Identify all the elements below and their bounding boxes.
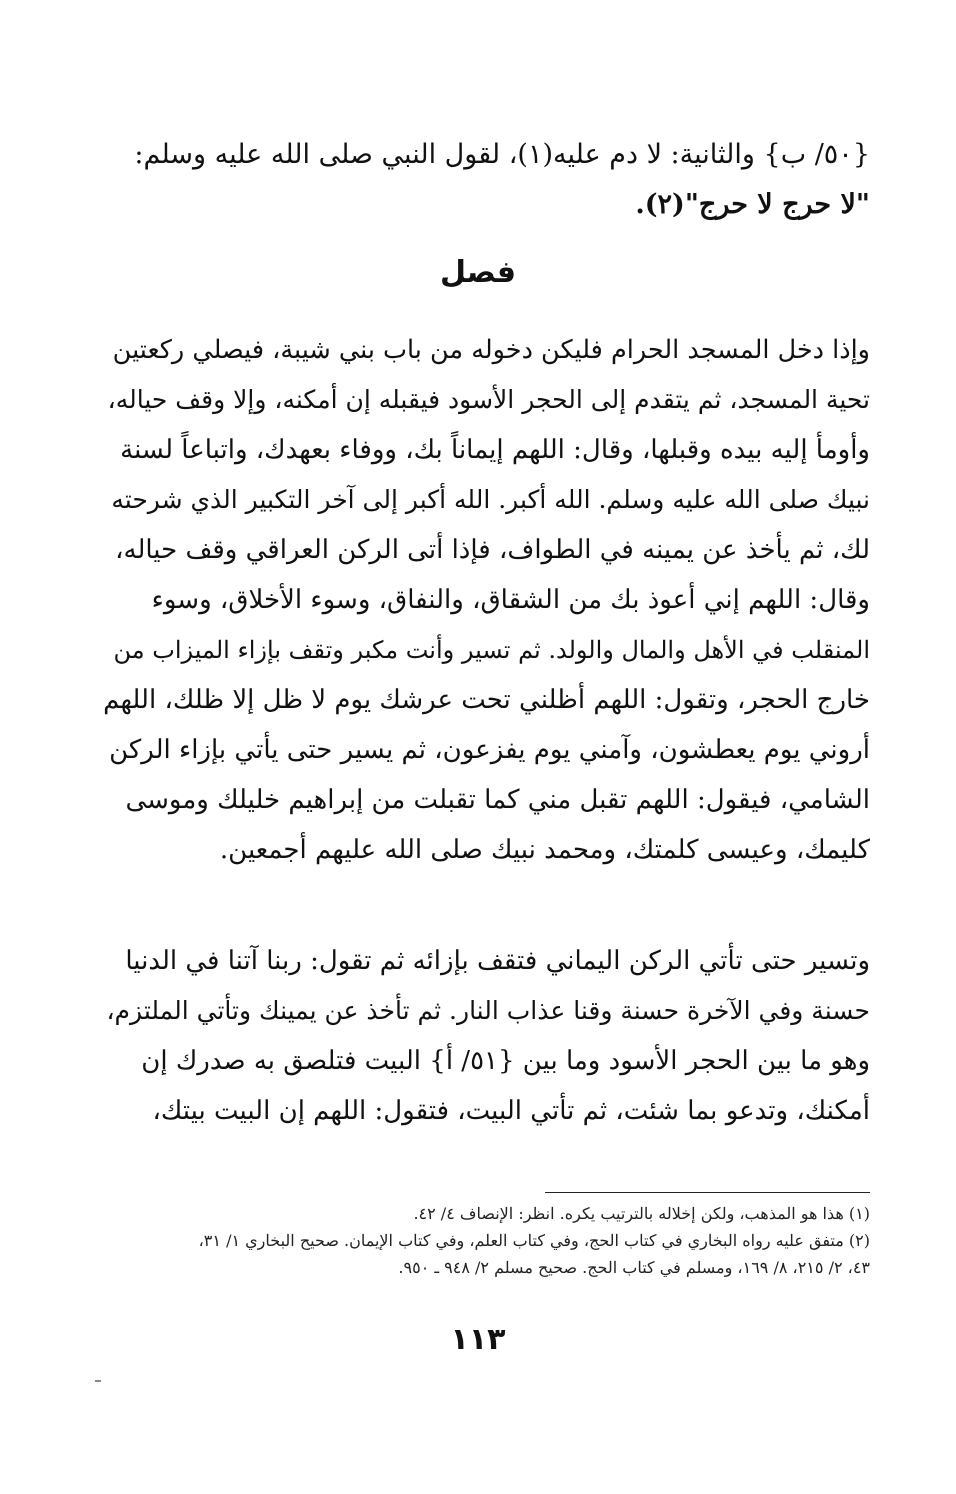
paragraph-2-line: أمكنك، وتدعو بما شئت، ثم تأتي البيت، فتقول: اللهم إن البيت بيتك،: [152, 1096, 870, 1126]
paragraph-1: [100, 325, 870, 875]
scan-speck: [95, 1380, 101, 1382]
footnote-2-continuation: ٤٣، ٢/ ٢١٥، ٨/ ١٦٩، ومسلم في كتاب الحج. صحيح مسلم ٢/ ٩٤٨ ـ ٩٥٠.: [398, 1258, 870, 1277]
paragraph-1-line: وأومأ إليه بيده وقبلها، وقال: اللهم إيماناً بك، ووفاء بعهدك، واتباعاً لسنة: [120, 435, 870, 465]
section-heading: فصل: [440, 255, 516, 290]
paragraph-1-line: الشامي، فيقول: اللهم تقبل مني كما تقبلت من إبراهيم خليلك وموسى: [125, 785, 870, 815]
paragraph-1-line: كليمك، وعيسى كلمتك، ومحمد نبيك صلى الله عليهم أجمعين.: [219, 835, 870, 865]
paragraph-1-line: تحية المسجد، ثم يتقدم إلى الحجر الأسود فيقبله إن أمكنه، وإلا وقف حياله،: [107, 385, 870, 414]
footnote-divider: [545, 1192, 870, 1193]
paragraph-1-line: لك، ثم يأخذ عن يمينه في الطواف، فإذا أتى الركن العراقي وقف حياله،: [115, 535, 870, 565]
opening-text: [100, 130, 870, 230]
footnote-2: (٢) متفق عليه رواه البخاري في كتاب الحج، وفي كتاب العلم، وفي كتاب الإيمان. صحيح البخاري ١/ ٣١،: [198, 1231, 870, 1250]
paragraph-2-line: وتسير حتى تأتي الركن اليماني فتقف بإزائه ثم تقول: ربنا آتنا في الدنيا: [125, 946, 870, 976]
paragraph-2-line: حسنة وفي الآخرة حسنة وقنا عذاب النار. ثم تأخذ عن يمينك وتأتي الملتزم،: [106, 996, 870, 1025]
opening-line-1: {٥٠/ ب} والثانية: لا دم عليه(١)، لقول النبي صلى الله عليه وسلم:: [134, 139, 870, 170]
paragraph-1-line: خارج الحجر، وتقول: اللهم أظلني تحت عرشك يوم لا ظل إلا ظلك، اللهم: [103, 685, 870, 715]
opening-line-2: "لا حرج لا حرج"(٢).: [635, 189, 870, 220]
footnotes: [100, 1200, 870, 1281]
footnote-1: (١) هذا هو المذهب، ولكن إخلاله بالترتيب يكره. انظر: الإنصاف ٤/ ٤٢.: [413, 1204, 870, 1223]
paragraph-2: [100, 936, 870, 1136]
paragraph-1-line: أروني يوم يعطشون، وآمني يوم يفزعون، ثم يسير حتى يأتي بإزاء الركن: [109, 735, 870, 765]
paragraph-1-line: وقال: اللهم إني أعوذ بك من الشقاق، والنفاق، وسوء الأخلاق، وسوء: [151, 585, 870, 615]
page-number: ١١٣: [450, 1322, 506, 1357]
paragraph-1-line: المنقلب في الأهل والمال والولد. ثم تسير وأنت مكبر وتقف بإزاء الميزاب من: [113, 636, 870, 664]
paragraph-2-line: وهو ما بين الحجر الأسود وما بين {٥١/ أ} البيت فتلصق به صدرك إن: [141, 1046, 870, 1076]
paragraph-1-line: نبيك صلى الله عليه وسلم. الله أكبر. الله أكبر إلى آخر التكبير الذي شرحته: [111, 485, 870, 514]
paragraph-1-line: وإذا دخل المسجد الحرام فليكن دخوله من باب بني شيبة، فيصلي ركعتين: [112, 335, 870, 365]
